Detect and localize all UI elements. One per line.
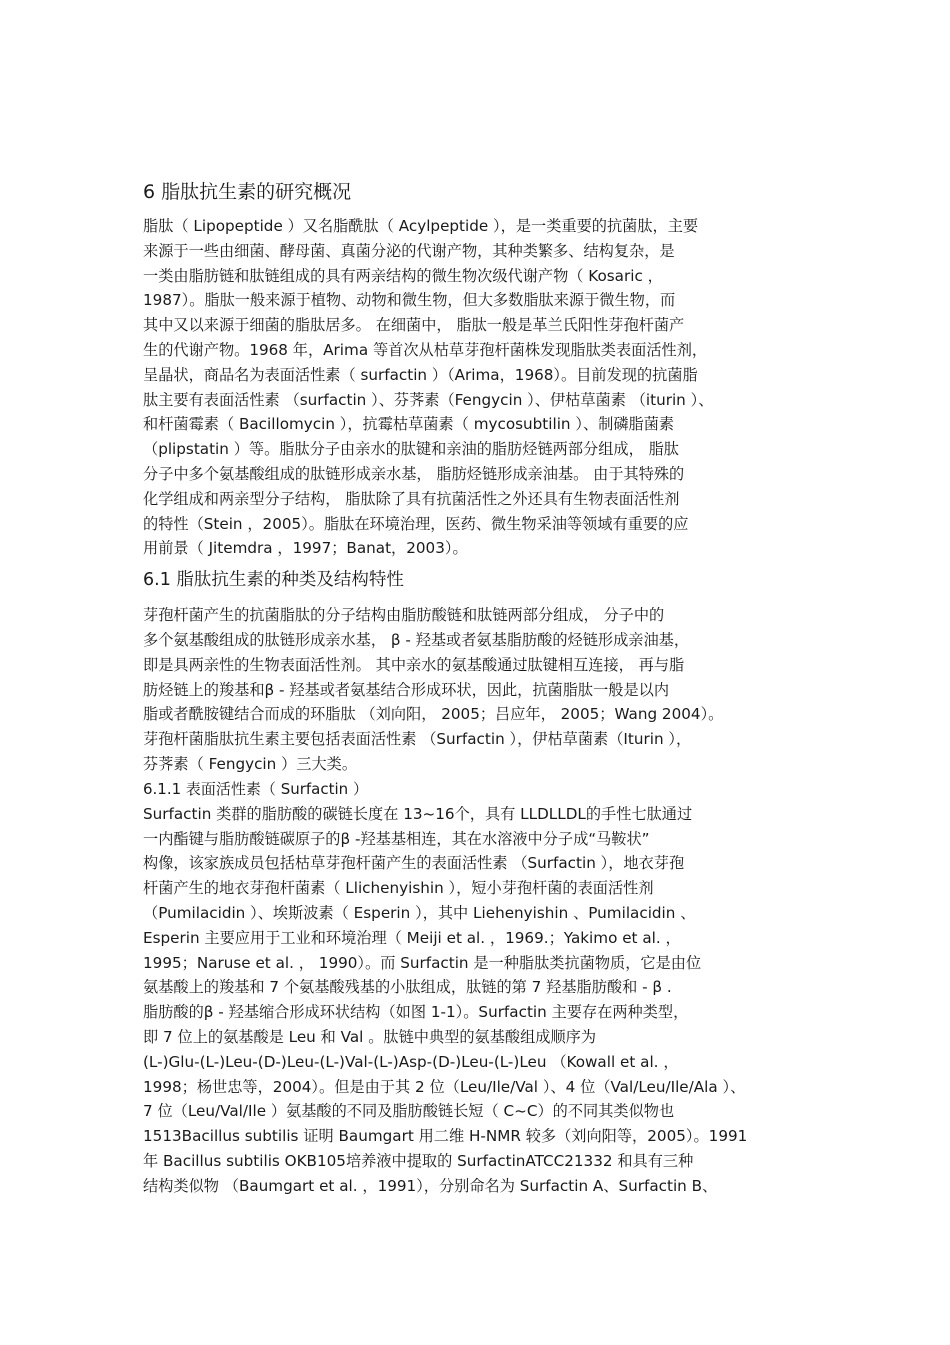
text-line: 1998；杨世忠等，2004）。但是由于其 2 位（Leu/Ile/Val ）、4 位（Val/Leu/Ile/Ala ）、 [143,1077,746,1096]
text-line: 脂肪酸的β - 羟基缩合形成环状结构（如图 1-1）。Surfactin 主要存在两种类型， [143,1003,689,1022]
text-line: (L-)Glu-(L-)Leu-(D-)Leu-(L-)Val-(L-)Asp-(D-)Leu-(L-)Leu （Kowall et al. ， [143,1052,679,1071]
text-line: 分子中多个氨基酸组成的肽链形成亲水基， 脂肪烃链形成亲油基。 由于其特殊的 [143,464,685,483]
text-line: （plipstatin ）等。脂肽分子由亲水的肽键和亲油的脂肪烃链两部分组成， 脂肽 [143,440,679,459]
text-line: 构像，该家族成员包括枯草芽孢杆菌产生的表面活性素 （Surfactin ），地衣芽孢 [143,854,685,873]
text-line: 1987）。脂肽一般来源于植物、动物和微生物，但大多数脂肽来源于微生物，而 [143,291,676,310]
section-6-paragraph [143,214,811,561]
text-line: 的特性（Stein ，2005）。脂肽在环境治理，医药、微生物采油等领域有重要的应 [143,514,689,533]
section-6-1-paragraph [143,603,811,777]
text-line: Surfactin 类群的脂肪酸的碳链长度在 13~16个，具有 LLDLLDL的手性七肽通过 [143,804,693,823]
section-6-heading: 6 脂肽抗生素的研究概况 [143,181,352,203]
text-line: （Pumilacidin ）、埃斯波素（ Esperin ），其中 Liehenyishin 、Pumilacidin 、 [143,903,696,922]
text-line: 1513Bacillus subtilis 证明 Baumgart 用二维 H-NMR 较多（刘向阳等，2005）。1991 [143,1127,748,1146]
text-line: 一内酯键与脂肪酸链碳原子的β -羟基基相连，其在水溶液中分子成“马鞍状” [143,829,650,848]
text-line: 呈晶状，商品名为表面活性素（ surfactin ）（Arima，1968）。目前发现的抗菌脂 [143,365,698,384]
text-line: 芽孢杆菌产生的抗菌脂肽的分子结构由脂肪酸链和肽链两部分组成， 分子中的 [143,606,665,625]
text-line: 1995；Naruse et al. ， 1990）。而 Surfactin 是一种脂肽类抗菌物质，它是由位 [143,953,702,972]
text-line: 和杆菌霉素（ Bacillomycin ），抗霉枯草菌素（ mycosubtilin ）、制磷脂菌素 [143,415,675,434]
text-line: 年 Bacillus subtilis OKB105培养液中提取的 SurfactinATCC21332 和具有三种 [143,1151,694,1170]
section-6-1-heading: 6.1 脂肽抗生素的种类及结构特性 [143,570,404,591]
text-line: Esperin 主要应用于工业和环境治理（ Meiji et al. ，1969.；Yakimo et al. ， [143,928,681,947]
text-line: 即 7 位上的氨基酸是 Leu 和 Val 。肽链中典型的氨基酸组成顺序为 [143,1027,597,1046]
text-line: 氨基酸上的羧基和 7 个氨基酸残基的小肽组成，肽链的第 7 羟基脂肪酸和 - β . [143,978,672,997]
text-line: 芬荠素（ Fengycin ）三大类。 [143,754,358,773]
text-line: 芽孢杆菌脂肽抗生素主要包括表面活性素 （Surfactin ），伊枯草菌素（Iturin ）， [143,730,692,749]
text-line: 脂或者酰胺键结合而成的环脂肽 （刘向阳， 2005；吕应年， 2005；Wang 2004）。 [143,705,724,724]
text-line: 脂肽（ Lipopeptide ）又名脂酰肽（ Acylpeptide ），是一类重要的抗菌肽，主要 [143,217,699,235]
text-line: 来源于一些由细菌、酵母菌、真菌分泌的代谢产物，其种类繁多、结构复杂，是 [143,241,675,260]
section-6-1-1-heading: 6.1.1 表面活性素（ Surfactin ） [143,779,368,798]
text-line: 杆菌产生的地衣芽孢杆菌素（ Llichenyishin ），短小芽孢杆菌的表面活性剂 [143,879,654,898]
text-line: 肽主要有表面活性素 （surfactin ）、芬荠素（Fengycin ）、伊枯草菌素 （iturin ）、 [143,390,714,409]
text-line: 生的代谢产物。1968 年，Arima 等首次从枯草芽孢杆菌株发现脂肽类表面活性剂， [143,340,708,359]
text-line: 肪烃链上的羧基和β - 羟基或者氨基结合形成环状，因此，抗菌脂肽一般是以内 [143,680,670,699]
document-page [143,178,811,1204]
section-6-1-1-paragraph [143,802,811,1199]
text-line: 结构类似物 （Baumgart et al. ，1991），分别命名为 Surfactin A、Surfactin B、 [143,1176,718,1195]
text-line: 其中又以来源于细菌的脂肽居多。 在细菌中， 脂肽一般是革兰氏阳性芽孢杆菌产 [143,316,685,335]
text-line: 用前景（ Jitemdra ，1997；Banat，2003）。 [143,539,468,558]
text-line: 一类由脂肪链和肽链组成的具有两亲结构的微生物次级代谢产物（ Kosaric ， [143,266,663,285]
text-line: 即是具两亲性的生物表面活性剂。 其中亲水的氨基酸通过肽键相互连接， 再与脂 [143,655,685,674]
text-line: 多个氨基酸组成的肽链形成亲水基， β - 羟基或者氨基脂肪酸的烃链形成亲油基， [143,630,690,649]
text-line: 化学组成和两亲型分子结构， 脂肽除了具有抗菌活性之外还具有生物表面活性剂 [143,489,680,508]
text-line: 7 位（Leu/Val/Ile ）氨基酸的不同及脂肪酸链长短（ C~C）的不同其类似物也 [143,1102,675,1121]
